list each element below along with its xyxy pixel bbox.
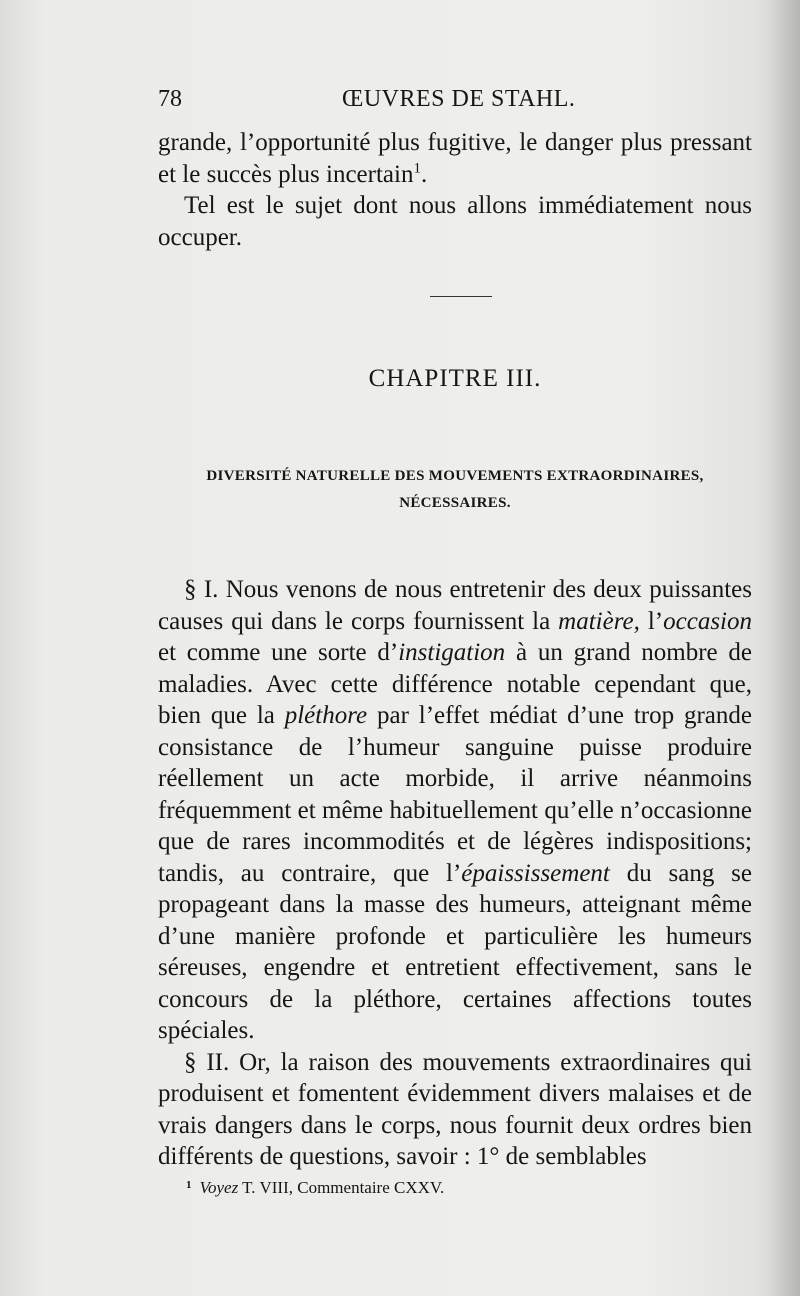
page-number: 78 [158,86,182,112]
chapter-subtitle-line-1: DIVERSITÉ NATURELLE DES MOUVEMENTS EXTRAORDINAIRES, [206,468,704,484]
section-1-paragraph [158,574,752,1047]
chapter-body [158,574,752,1173]
chapter-subtitle-line-2: NÉCESSAIRES. [399,495,511,511]
chapter-title: CHAPITRE III. [368,365,542,392]
term-matiere: matière, [558,607,640,635]
intro-paragraph-1 [158,127,752,190]
term-epaississement: épaississement [461,859,610,887]
chapter-subtitle [200,463,710,517]
running-title: ŒUVRES DE STAHL. [342,86,576,112]
intro-line: grande, l’opportunité plus fugitive, le danger plus pressant et le succès plus incertain [158,129,752,188]
section-1-text: du sang se propageant dans la masse des humeurs, atteignant même d’une manière profonde et particulière les humeurs séreuses, engendre et entretient effectivement, sans le concours de la pléthore, certaines affections toutes spéciales. [158,859,752,1044]
section-divider [430,296,492,297]
section-1-text: à un grand nombre de maladies. Avec cette différence notable cependant que, bien que la [158,639,752,729]
section-1-text: par l’effet médiat d’une trop grande consistance de l’humeur sanguine puisse produire réellement un acte morbide, il arrive néanmoins fréquemment et même habituellement qu’elle n’occasionne que de rares incommodités et de légères indispositions; tandis, au contraire, que l’ [158,702,752,887]
section-1-text: l’ [639,607,664,635]
intro-paragraph-2: Tel est le sujet dont nous allons immédiatement nous occuper. [158,192,752,251]
footnote-reference: 1 [413,160,421,177]
intro-text [158,127,752,253]
term-plethore: pléthore [284,702,368,729]
section-2-paragraph: § II. Or, la raison des mouvements extraordinaires qui produisent et fomentent évidemment divers malaises et de vrais dangers dans le corps, nous fournit deux ordres bien différents de questions, savoir : 1° de semblables [158,1048,752,1170]
footnote-reference-text: T. VIII, Commentaire CXXV. [238,1178,445,1197]
running-head [158,86,752,120]
footnote [186,1178,444,1198]
footnote-voyez: Voyez [199,1178,239,1197]
term-instigation: instigation [398,639,506,666]
intro-period: . [420,160,428,188]
footnote-mark: 1 [186,1179,192,1191]
term-occasion: occasion [663,607,752,635]
section-1-text: § I. Nous venons de nous entretenir des deux puissantes causes qui dans le corps fournissent la [158,576,752,635]
page-edge-shadow [766,0,800,1296]
section-1-text: et comme une sorte d’ [158,639,399,666]
